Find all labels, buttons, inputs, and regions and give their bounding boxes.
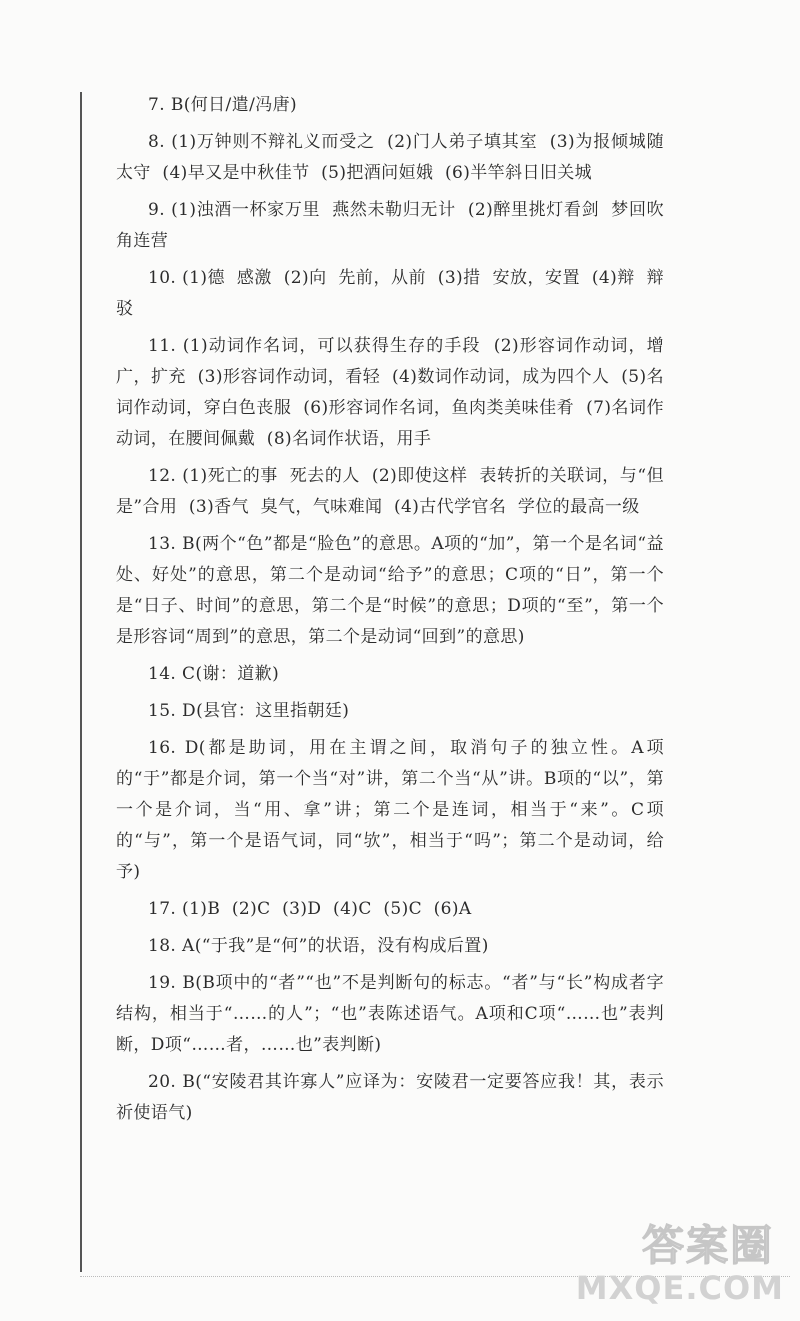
answer-18: 18. A(“于我”是“何”的状语，没有构成后置) — [148, 936, 489, 956]
answer-20: 20. B(“安陵君其许寡人”应译为：安陵君一定要答应我！其，表示祈使语气) — [116, 1072, 664, 1123]
answer-11: 11. (1)动词作名词，可以获得生存的手段 (2)形容词作动词，增广，扩充 (3)形容词作动词，看轻 (4)数词作动词，成为四个人 (5)名词作动词，穿白色丧服 (6)形容词作名词，鱼肉类美味佳肴 (7)名词作动词，在腰间佩戴 (8)名词作状语，用手 — [116, 336, 664, 449]
answer-7: 7. B(何日/遣/冯唐) — [148, 95, 298, 115]
answer-12: 12. (1)死亡的事 死去的人 (2)即使这样 表转折的关联词，与“但是”合用 (3)香气 臭气，气味难闻 (4)古代学官名 学位的最高一级 — [116, 466, 664, 517]
watermark-title: 答案圈 — [641, 1221, 774, 1270]
answer-19: 19. B(B项中的“者”“也”不是判断句的标志。“者”与“长”构成者字结构，相当于“……的人”；“也”表陈述语气。A项和C项“……也”表判断，D项“……者，……也”表判断) — [116, 973, 664, 1055]
watermark-logo — [575, 1213, 784, 1313]
answer-17: 17. (1)B (2)C (3)D (4)C (5)C (6)A — [148, 899, 472, 919]
answer-15: 15. D(县官：这里指朝廷) — [148, 701, 350, 721]
page-left-rule — [80, 92, 82, 1272]
answer-list — [116, 90, 664, 1135]
answer-13: 13. B(两个“色”都是“脸色”的意思。A项的“加”，第一个是名词“益处、好处”的意思，第二个是动词“给予”的意思；C项的“日”，第一个是“日子、时间”的意思，第二个是“时候”的意思；D项的“至”，第一个是形容词“周到”的意思，第二个是动词“回到”的意思) — [116, 534, 664, 647]
watermark-url: MXQE.COM — [575, 1269, 784, 1307]
answer-8: 8. (1)万钟则不辩礼义而受之 (2)门人弟子填其室 (3)为报倾城随太守 (4)早又是中秋佳节 (5)把酒问姮娥 (6)半竿斜日旧关城 — [116, 132, 664, 183]
answer-9: 9. (1)浊酒一杯家万里 燕然未勒归无计 (2)醉里挑灯看剑 梦回吹角连营 — [116, 200, 664, 251]
answer-10: 10. (1)德 感激 (2)向 先前，从前 (3)措 安放，安置 (4)辩 辩驳 — [116, 268, 664, 319]
answer-16: 16. D(都是助词，用在主谓之间，取消句子的独立性。A项的“于”都是介词，第一个当“对”讲，第二个当“从”讲。B项的“以”，第一个是介词，当“用、拿”讲；第二个是连词，相当于“来”。C项的“与”，第一个是语气词，同“欤”，相当于“吗”；第二个是动词，给予) — [116, 738, 664, 882]
answer-14: 14. C(谢：道歉) — [148, 664, 280, 684]
